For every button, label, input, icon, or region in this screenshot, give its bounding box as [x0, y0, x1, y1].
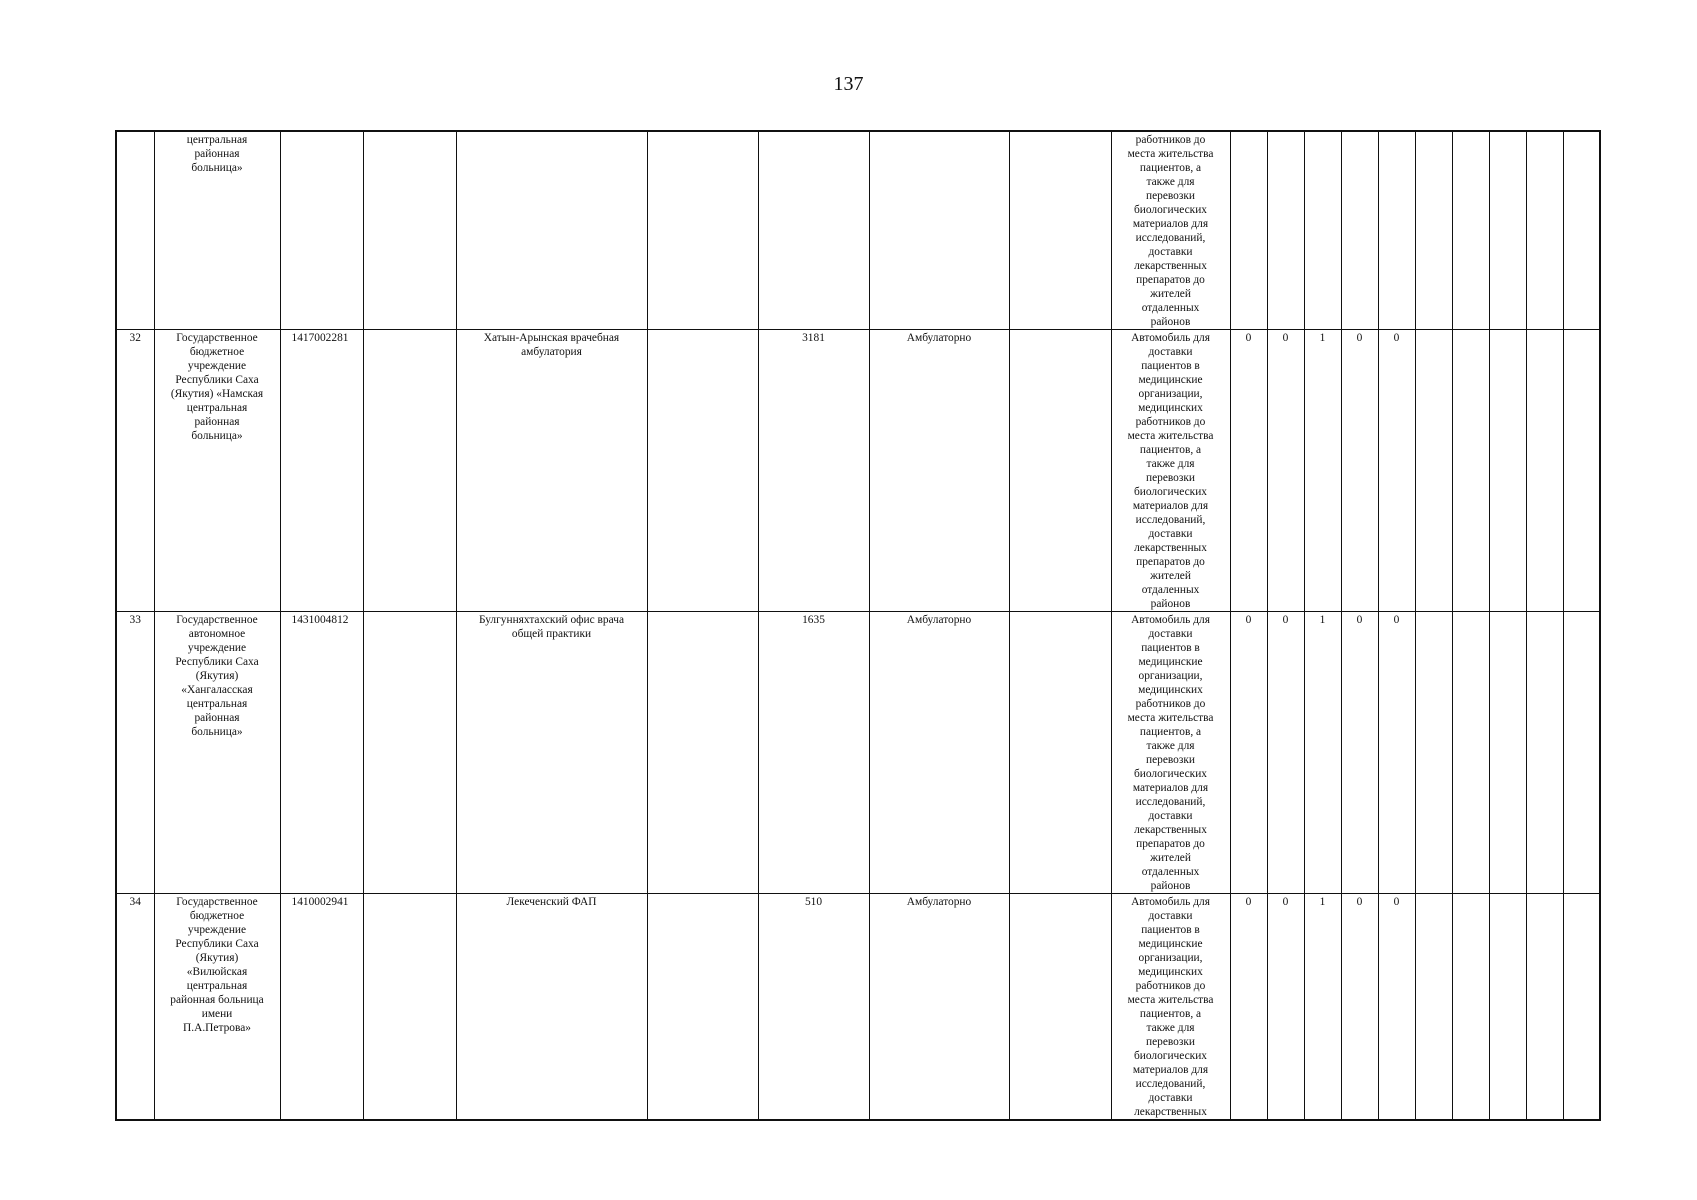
value-cell — [1452, 330, 1489, 612]
facility-cell: Булгунняхтахский офис врача общей практики — [456, 612, 647, 894]
value-cell: 0 — [1341, 330, 1378, 612]
empty-cell — [1009, 894, 1111, 1121]
value-cell — [1526, 894, 1563, 1121]
facility-cell — [456, 131, 647, 330]
population-cell: 510 — [758, 894, 869, 1121]
value-cell: 0 — [1230, 330, 1267, 612]
value-cell: 0 — [1230, 612, 1267, 894]
empty-cell — [1009, 330, 1111, 612]
institution-cell: центральная районная больница» — [154, 131, 280, 330]
table-row — [116, 894, 1600, 1121]
facility-cell: Хатын-Арынская врачебная амбулатория — [456, 330, 647, 612]
empty-cell — [363, 894, 456, 1121]
inn-cell: 1431004812 — [280, 612, 363, 894]
value-cell — [1415, 131, 1452, 330]
value-cell — [1526, 612, 1563, 894]
value-cell: 0 — [1267, 330, 1304, 612]
value-cell — [1304, 131, 1341, 330]
value-cell: 0 — [1267, 894, 1304, 1121]
vehicle-allocation-table — [115, 130, 1601, 1121]
empty-cell — [647, 894, 758, 1121]
empty-cell — [647, 612, 758, 894]
value-cell: 0 — [1267, 612, 1304, 894]
value-cell: 0 — [1378, 894, 1415, 1121]
value-cell: 0 — [1230, 894, 1267, 1121]
empty-cell — [1009, 131, 1111, 330]
value-cell: 0 — [1378, 330, 1415, 612]
row-number-cell: 34 — [116, 894, 154, 1121]
population-cell: 3181 — [758, 330, 869, 612]
value-cell — [1563, 330, 1600, 612]
institution-cell: Государственное бюджетное учреждение Республики Саха (Якутия) «Намская центральная районная больница» — [154, 330, 280, 612]
value-cell: 0 — [1378, 612, 1415, 894]
table-row — [116, 612, 1600, 894]
value-cell — [1415, 894, 1452, 1121]
care-type-cell: Амбулаторно — [869, 894, 1009, 1121]
value-cell — [1526, 131, 1563, 330]
population-cell — [758, 131, 869, 330]
value-cell — [1341, 131, 1378, 330]
value-cell — [1452, 612, 1489, 894]
value-cell — [1563, 894, 1600, 1121]
purpose-cell: Автомобиль для доставки пациентов в медицинские организации, медицинских работников до места жительства пациентов, а также для перевозки биологических материалов для исследований, доставки лекарственных — [1111, 894, 1230, 1121]
empty-cell — [363, 330, 456, 612]
value-cell — [1489, 330, 1526, 612]
empty-cell — [363, 131, 456, 330]
inn-cell: 1410002941 — [280, 894, 363, 1121]
empty-cell — [647, 330, 758, 612]
value-cell — [1415, 330, 1452, 612]
inn-cell — [280, 131, 363, 330]
row-number-cell: 33 — [116, 612, 154, 894]
value-cell — [1267, 131, 1304, 330]
table-row — [116, 131, 1600, 330]
purpose-cell: работников до места жительства пациентов, а также для перевозки биологических материалов для исследований, доставки лекарственных препаратов до жителей отдаленных районов — [1111, 131, 1230, 330]
empty-cell — [363, 612, 456, 894]
value-cell — [1452, 131, 1489, 330]
value-cell — [1489, 612, 1526, 894]
value-cell: 1 — [1304, 894, 1341, 1121]
value-cell — [1489, 894, 1526, 1121]
value-cell: 1 — [1304, 612, 1341, 894]
purpose-cell: Автомобиль для доставки пациентов в медицинские организации, медицинских работников до места жительства пациентов, а также для перевозки биологических материалов для исследований, доставки лекарственных препаратов до жителей отдаленных районов — [1111, 612, 1230, 894]
care-type-cell: Амбулаторно — [869, 330, 1009, 612]
institution-cell: Государственное автономное учреждение Республики Саха (Якутия) «Хангаласская центральная районная больница» — [154, 612, 280, 894]
facility-cell: Лекеченский ФАП — [456, 894, 647, 1121]
value-cell — [1378, 131, 1415, 330]
value-cell: 1 — [1304, 330, 1341, 612]
population-cell: 1635 — [758, 612, 869, 894]
inn-cell: 1417002281 — [280, 330, 363, 612]
row-number-cell — [116, 131, 154, 330]
care-type-cell — [869, 131, 1009, 330]
table-row — [116, 330, 1600, 612]
institution-cell: Государственное бюджетное учреждение Республики Саха (Якутия) «Вилюйская центральная районная больница имени П.А.Петрова» — [154, 894, 280, 1121]
purpose-cell: Автомобиль для доставки пациентов в медицинские организации, медицинских работников до места жительства пациентов, а также для перевозки биологических материалов для исследований, доставки лекарственных препаратов до жителей отдаленных районов — [1111, 330, 1230, 612]
care-type-cell: Амбулаторно — [869, 612, 1009, 894]
value-cell — [1526, 330, 1563, 612]
value-cell: 0 — [1341, 894, 1378, 1121]
value-cell — [1415, 612, 1452, 894]
value-cell — [1452, 894, 1489, 1121]
page-number: 137 — [833, 73, 864, 95]
value-cell — [1230, 131, 1267, 330]
value-cell — [1489, 131, 1526, 330]
value-cell: 0 — [1341, 612, 1378, 894]
empty-cell — [1009, 612, 1111, 894]
empty-cell — [647, 131, 758, 330]
value-cell — [1563, 612, 1600, 894]
value-cell — [1563, 131, 1600, 330]
row-number-cell: 32 — [116, 330, 154, 612]
